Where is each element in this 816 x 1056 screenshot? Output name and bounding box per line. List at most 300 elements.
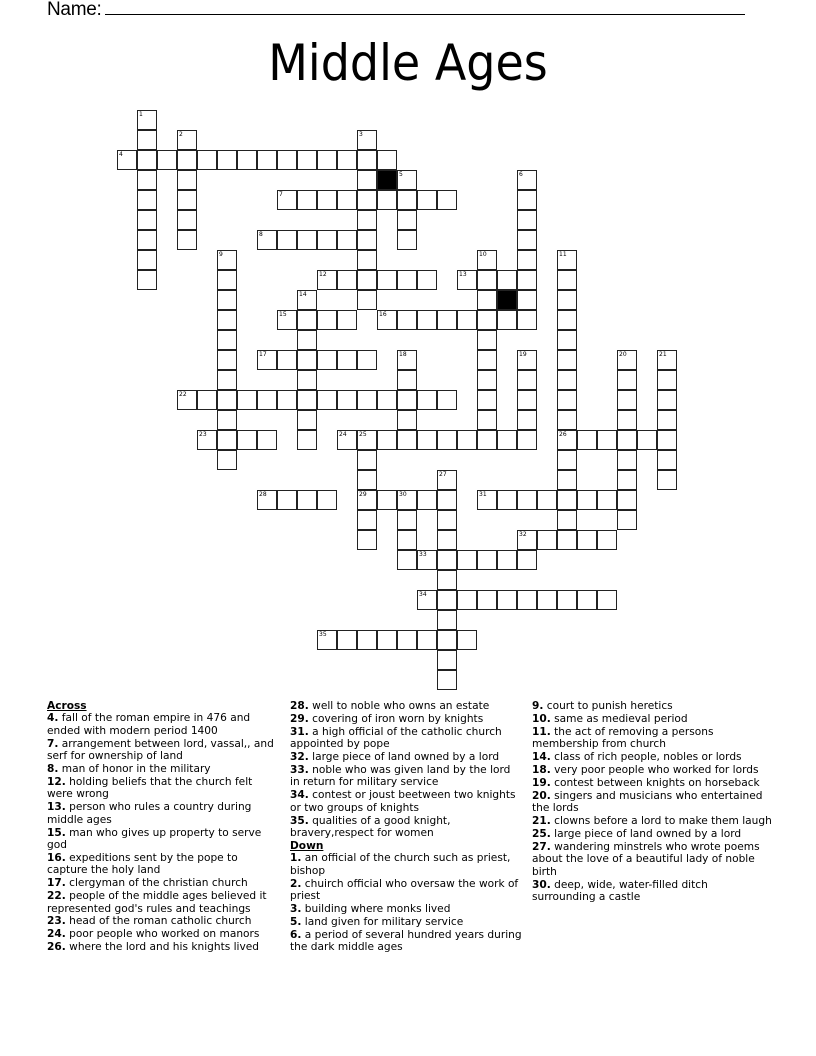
clue-number: 1 [139, 111, 143, 118]
grid-cell[interactable] [517, 390, 537, 410]
grid-cell[interactable] [557, 490, 577, 510]
grid-cell[interactable] [477, 250, 497, 270]
grid-cell[interactable] [657, 450, 677, 470]
black-cell [497, 290, 517, 310]
clue-item [290, 751, 522, 763]
clue-number: 11 [559, 251, 567, 258]
clue-number-label: 16. [47, 851, 66, 864]
grid-cell[interactable] [617, 350, 637, 370]
grid-cell[interactable] [497, 430, 517, 450]
grid-cell[interactable] [297, 330, 317, 350]
grid-cell[interactable] [357, 470, 377, 490]
grid-cell[interactable] [657, 390, 677, 410]
clue-number: 6 [519, 171, 523, 178]
grid-cell[interactable] [557, 350, 577, 370]
clue-item [532, 815, 772, 827]
clue-number: 18 [399, 351, 407, 358]
grid-cell[interactable] [397, 350, 417, 370]
grid-cell[interactable] [517, 430, 537, 450]
clue-number: 35 [319, 631, 327, 638]
grid-cell[interactable] [357, 490, 377, 510]
clue-item [532, 764, 772, 776]
clue-number-label: 20. [532, 789, 551, 802]
clue-number: 7 [279, 191, 283, 198]
grid-cell[interactable] [577, 490, 597, 510]
grid-cell[interactable] [437, 430, 457, 450]
grid-cell[interactable] [277, 190, 297, 210]
clue-number: 29 [359, 491, 367, 498]
grid-cell[interactable] [417, 630, 437, 650]
grid-cell[interactable] [457, 590, 477, 610]
grid-cell[interactable] [217, 430, 237, 450]
grid-cell[interactable] [477, 350, 497, 370]
grid-cell[interactable] [337, 310, 357, 330]
grid-cell[interactable] [657, 350, 677, 370]
grid-cell[interactable] [217, 350, 237, 370]
grid-cell[interactable] [357, 270, 377, 290]
grid-cell[interactable] [417, 310, 437, 330]
grid-cell[interactable] [397, 190, 417, 210]
grid-cell[interactable] [517, 170, 537, 190]
clue-text: building where monks lived [304, 903, 451, 915]
grid-cell[interactable] [437, 670, 457, 690]
grid-cell[interactable] [477, 370, 497, 390]
grid-cell[interactable] [317, 230, 337, 250]
grid-cell[interactable] [517, 550, 537, 570]
grid-cell[interactable] [297, 310, 317, 330]
clue-item [47, 712, 275, 737]
grid-cell[interactable] [457, 430, 477, 450]
grid-cell[interactable] [657, 410, 677, 430]
grid-cell[interactable] [577, 530, 597, 550]
grid-cell[interactable] [217, 150, 237, 170]
grid-cell[interactable] [217, 330, 237, 350]
grid-cell[interactable] [397, 270, 417, 290]
clue-item [47, 827, 275, 852]
grid-cell[interactable] [477, 410, 497, 430]
grid-cell[interactable] [437, 590, 457, 610]
grid-cell[interactable] [597, 430, 617, 450]
clue-text: arrangement between lord, vassal,, and serf for ownership of land [47, 737, 274, 763]
clue-number-label: 28. [290, 700, 309, 712]
clue-number: 15 [279, 311, 287, 318]
grid-cell[interactable] [377, 630, 397, 650]
clue-number: 13 [459, 271, 467, 278]
grid-cell[interactable] [277, 310, 297, 330]
grid-cell[interactable] [357, 630, 377, 650]
grid-cell[interactable] [277, 390, 297, 410]
grid-cell[interactable] [257, 230, 277, 250]
grid-cell[interactable] [617, 410, 637, 430]
grid-cell[interactable] [617, 470, 637, 490]
clue-item [290, 929, 522, 954]
grid-cell[interactable] [517, 530, 537, 550]
grid-cell[interactable] [177, 390, 197, 410]
grid-cell[interactable] [357, 230, 377, 250]
grid-cell[interactable] [137, 250, 157, 270]
grid-cell[interactable] [377, 190, 397, 210]
grid-cell[interactable] [537, 490, 557, 510]
clue-number-label: 25. [532, 828, 551, 841]
grid-cell[interactable] [237, 150, 257, 170]
grid-cell[interactable] [437, 310, 457, 330]
grid-cell[interactable] [157, 150, 177, 170]
grid-cell[interactable] [397, 530, 417, 550]
grid-cell[interactable] [217, 250, 237, 270]
grid-cell[interactable] [357, 250, 377, 270]
clue-text: singers and musicians who entertained the lords [532, 789, 763, 815]
grid-cell[interactable] [637, 430, 657, 450]
clue-text: large piece of land owned by a lord [554, 828, 742, 841]
clue-text: clowns before a lord to make them laugh [554, 815, 772, 828]
clue-item [47, 776, 275, 801]
grid-cell[interactable] [657, 430, 677, 450]
grid-cell[interactable] [297, 410, 317, 430]
grid-cell[interactable] [657, 370, 677, 390]
clues-column-3 [532, 700, 772, 904]
grid-cell[interactable] [477, 290, 497, 310]
grid-cell[interactable] [357, 210, 377, 230]
grid-cell[interactable] [317, 350, 337, 370]
clue-item [532, 879, 772, 904]
clue-number-label: 1. [290, 852, 302, 865]
grid-cell[interactable] [557, 530, 577, 550]
clue-item [290, 700, 522, 712]
grid-cell[interactable] [357, 350, 377, 370]
clue-item [47, 801, 275, 826]
grid-cell[interactable] [517, 230, 537, 250]
grid-cell[interactable] [377, 390, 397, 410]
grid-cell[interactable] [357, 150, 377, 170]
grid-cell[interactable] [457, 550, 477, 570]
grid-cell[interactable] [337, 190, 357, 210]
grid-cell[interactable] [337, 150, 357, 170]
grid-cell[interactable] [397, 510, 417, 530]
grid-cell[interactable] [337, 630, 357, 650]
grid-cell[interactable] [477, 270, 497, 290]
grid-cell[interactable] [557, 450, 577, 470]
grid-cell[interactable] [417, 490, 437, 510]
grid-cell[interactable] [197, 150, 217, 170]
grid-cell[interactable] [557, 430, 577, 450]
grid-cell[interactable] [397, 210, 417, 230]
clue-number: 28 [259, 491, 267, 498]
clue-text: same as medieval period [554, 712, 688, 725]
grid-cell[interactable] [477, 430, 497, 450]
grid-cell[interactable] [137, 150, 157, 170]
grid-cell[interactable] [137, 130, 157, 150]
clue-number-label: 19. [532, 776, 551, 789]
grid-cell[interactable] [557, 310, 577, 330]
grid-cell[interactable] [557, 470, 577, 490]
grid-cell[interactable] [557, 390, 577, 410]
grid-cell[interactable] [297, 390, 317, 410]
clue-number: 4 [119, 151, 123, 158]
clue-text: an official of the church such as priest, bishop [290, 852, 511, 877]
clue-item [532, 751, 772, 763]
name-label: Name: [47, 0, 102, 20]
grid-cell[interactable] [177, 210, 197, 230]
clue-number-label: 6. [290, 928, 302, 941]
grid-cell[interactable] [597, 490, 617, 510]
grid-cell[interactable] [517, 410, 537, 430]
clue-text: man of honor in the military [61, 763, 211, 776]
clue-item [47, 941, 275, 953]
grid-cell[interactable] [237, 430, 257, 450]
grid-cell[interactable] [337, 350, 357, 370]
grid-cell[interactable] [357, 510, 377, 530]
grid-cell[interactable] [257, 490, 277, 510]
clue-number: 2 [179, 131, 183, 138]
clue-number-label: 3. [290, 903, 302, 915]
grid-cell[interactable] [297, 490, 317, 510]
grid-cell[interactable] [617, 510, 637, 530]
grid-cell[interactable] [437, 390, 457, 410]
grid-cell[interactable] [377, 430, 397, 450]
grid-cell[interactable] [377, 490, 397, 510]
grid-cell[interactable] [437, 470, 457, 490]
grid-cell[interactable] [557, 370, 577, 390]
clue-number: 21 [659, 351, 667, 358]
grid-cell[interactable] [417, 270, 437, 290]
grid-cell[interactable] [357, 390, 377, 410]
grid-cell[interactable] [397, 370, 417, 390]
grid-cell[interactable] [297, 230, 317, 250]
clue-number-label: 21. [532, 815, 551, 828]
grid-cell[interactable] [517, 290, 537, 310]
grid-cell[interactable] [317, 390, 337, 410]
grid-cell[interactable] [257, 350, 277, 370]
grid-cell[interactable] [317, 270, 337, 290]
grid-cell[interactable] [517, 210, 537, 230]
grid-cell[interactable] [517, 590, 537, 610]
clue-item [532, 790, 772, 815]
grid-cell[interactable] [317, 630, 337, 650]
grid-cell[interactable] [277, 350, 297, 370]
grid-cell[interactable] [297, 430, 317, 450]
clue-number-label: 15. [47, 826, 66, 839]
grid-cell[interactable] [277, 150, 297, 170]
grid-cell[interactable] [377, 310, 397, 330]
grid-cell[interactable] [517, 270, 537, 290]
grid-cell[interactable] [217, 310, 237, 330]
grid-cell[interactable] [277, 230, 297, 250]
grid-cell[interactable] [597, 590, 617, 610]
clue-item [47, 915, 275, 927]
grid-cell[interactable] [477, 590, 497, 610]
grid-cell[interactable] [577, 590, 597, 610]
grid-cell[interactable] [557, 270, 577, 290]
grid-cell[interactable] [257, 150, 277, 170]
grid-cell[interactable] [177, 170, 197, 190]
grid-cell[interactable] [437, 490, 457, 510]
grid-cell[interactable] [257, 430, 277, 450]
grid-cell[interactable] [437, 550, 457, 570]
grid-cell[interactable] [617, 390, 637, 410]
grid-cell[interactable] [217, 270, 237, 290]
grid-cell[interactable] [437, 650, 457, 670]
grid-cell[interactable] [177, 190, 197, 210]
grid-cell[interactable] [617, 430, 637, 450]
grid-cell[interactable] [137, 190, 157, 210]
grid-cell[interactable] [297, 350, 317, 370]
clue-item [47, 877, 275, 889]
grid-cell[interactable] [477, 310, 497, 330]
grid-cell[interactable] [557, 410, 577, 430]
grid-cell[interactable] [217, 390, 237, 410]
grid-cell[interactable] [617, 450, 637, 470]
grid-cell[interactable] [577, 430, 597, 450]
grid-cell[interactable] [517, 350, 537, 370]
clue-text: man who gives up property to serve god [47, 826, 262, 851]
grid-cell[interactable] [237, 390, 257, 410]
grid-cell[interactable] [177, 150, 197, 170]
grid-cell[interactable] [437, 610, 457, 630]
grid-cell[interactable] [497, 490, 517, 510]
grid-cell[interactable] [357, 290, 377, 310]
grid-cell[interactable] [357, 170, 377, 190]
grid-cell[interactable] [477, 330, 497, 350]
grid-cell[interactable] [217, 410, 237, 430]
grid-cell[interactable] [397, 490, 417, 510]
grid-cell[interactable] [497, 270, 517, 290]
grid-cell[interactable] [357, 530, 377, 550]
grid-cell[interactable] [317, 490, 337, 510]
grid-cell[interactable] [217, 290, 237, 310]
clues-column-2 [290, 700, 522, 954]
grid-cell[interactable] [337, 230, 357, 250]
grid-cell[interactable] [397, 230, 417, 250]
clue-item [47, 738, 275, 763]
grid-cell[interactable] [497, 310, 517, 330]
grid-cell[interactable] [597, 530, 617, 550]
grid-cell[interactable] [137, 210, 157, 230]
grid-cell[interactable] [417, 550, 437, 570]
grid-cell[interactable] [217, 450, 237, 470]
grid-cell[interactable] [457, 630, 477, 650]
grid-cell[interactable] [177, 230, 197, 250]
clue-text: contest between knights on horseback [554, 776, 760, 789]
grid-cell[interactable] [277, 490, 297, 510]
grid-cell[interactable] [517, 190, 537, 210]
grid-cell[interactable] [397, 310, 417, 330]
grid-cell[interactable] [217, 370, 237, 390]
grid-cell[interactable] [117, 150, 137, 170]
clue-number-label: 24. [47, 928, 66, 941]
grid-cell[interactable] [337, 430, 357, 450]
grid-cell[interactable] [517, 490, 537, 510]
grid-cell[interactable] [417, 430, 437, 450]
grid-cell[interactable] [377, 150, 397, 170]
grid-cell[interactable] [397, 630, 417, 650]
grid-cell[interactable] [297, 150, 317, 170]
grid-cell[interactable] [517, 370, 537, 390]
grid-cell[interactable] [557, 330, 577, 350]
grid-cell[interactable] [197, 430, 217, 450]
grid-cell[interactable] [317, 150, 337, 170]
grid-cell[interactable] [657, 470, 677, 490]
grid-cell[interactable] [617, 370, 637, 390]
grid-cell[interactable] [137, 270, 157, 290]
grid-cell[interactable] [337, 270, 357, 290]
clue-text: chuirch official who oversaw the work of priest [290, 877, 519, 903]
across-header: Across [47, 700, 87, 712]
clue-text: very poor people who worked for lords [554, 764, 759, 777]
grid-cell[interactable] [397, 390, 417, 410]
clue-item [532, 726, 772, 751]
grid-cell[interactable] [557, 510, 577, 530]
grid-cell[interactable] [457, 310, 477, 330]
grid-cell[interactable] [437, 630, 457, 650]
clue-item [532, 700, 772, 712]
grid-cell[interactable] [397, 410, 417, 430]
grid-cell[interactable] [197, 390, 217, 410]
grid-cell[interactable] [477, 550, 497, 570]
clue-number-label: 23. [47, 915, 66, 928]
grid-cell[interactable] [457, 270, 477, 290]
grid-cell[interactable] [377, 270, 397, 290]
grid-cell[interactable] [497, 590, 517, 610]
grid-cell[interactable] [517, 250, 537, 270]
grid-cell[interactable] [317, 190, 337, 210]
clue-number: 26 [559, 431, 567, 438]
grid-cell[interactable] [557, 250, 577, 270]
grid-cell[interactable] [137, 110, 157, 130]
grid-cell[interactable] [437, 510, 457, 530]
grid-cell[interactable] [297, 190, 317, 210]
grid-cell[interactable] [557, 290, 577, 310]
grid-cell[interactable] [477, 490, 497, 510]
grid-cell[interactable] [357, 190, 377, 210]
grid-cell[interactable] [517, 310, 537, 330]
clue-number-label: 29. [290, 712, 309, 725]
grid-cell[interactable] [397, 170, 417, 190]
grid-cell[interactable] [617, 490, 637, 510]
grid-cell[interactable] [357, 430, 377, 450]
grid-cell[interactable] [417, 390, 437, 410]
grid-cell[interactable] [437, 190, 457, 210]
grid-cell[interactable] [297, 290, 317, 310]
grid-cell[interactable] [257, 390, 277, 410]
grid-cell[interactable] [537, 530, 557, 550]
grid-cell[interactable] [497, 550, 517, 570]
grid-cell[interactable] [437, 570, 457, 590]
clue-text: noble who was given land by the lord in return for military service [290, 764, 511, 789]
grid-cell[interactable] [297, 370, 317, 390]
clue-text: class of rich people, nobles or lords [554, 751, 742, 764]
grid-cell[interactable] [137, 170, 157, 190]
grid-cell[interactable] [137, 230, 157, 250]
clue-text: poor people who worked on manors [69, 928, 260, 941]
grid-cell[interactable] [397, 430, 417, 450]
clue-text: a period of several hundred years during the dark middle ages [290, 928, 522, 954]
clue-text: well to noble who owns an estate [312, 700, 490, 712]
clue-item [290, 764, 522, 789]
grid-cell[interactable] [417, 590, 437, 610]
grid-cell[interactable] [357, 130, 377, 150]
grid-cell[interactable] [177, 130, 197, 150]
grid-cell[interactable] [357, 450, 377, 470]
grid-cell[interactable] [477, 390, 497, 410]
grid-cell[interactable] [417, 190, 437, 210]
grid-cell[interactable] [397, 550, 417, 570]
grid-cell[interactable] [537, 590, 557, 610]
grid-cell[interactable] [437, 530, 457, 550]
grid-cell[interactable] [317, 310, 337, 330]
grid-cell[interactable] [557, 590, 577, 610]
black-cell [377, 170, 397, 190]
grid-cell[interactable] [337, 390, 357, 410]
